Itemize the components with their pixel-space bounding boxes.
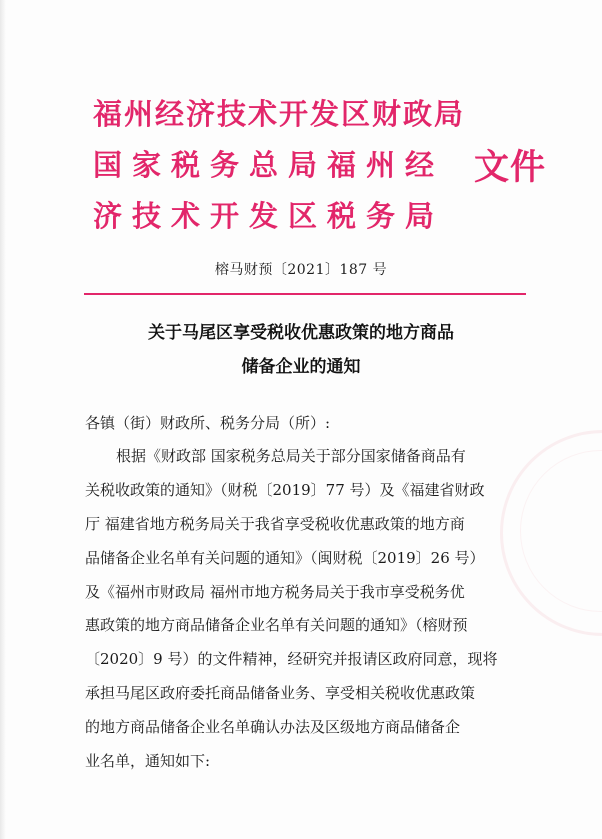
wenjian-label: 文件 xyxy=(474,148,547,188)
body-line: 的地方商品储备企业名单确认办法及区级地方商品储备企 xyxy=(85,718,461,736)
body-line: 及《福州市财政局 福州市地方税务局关于我市享受税务优 xyxy=(85,583,465,601)
body-line: 品储备企业名单有关问题的通知》（闽财税〔2019〕26 号） xyxy=(85,549,485,567)
body-line: 承担马尾区政府委托商品储备业务、享受相关税收优惠政策 xyxy=(85,684,476,702)
body-line: 业名单，通知如下: xyxy=(85,752,211,770)
document-title-line-1: 关于马尾区享受税收优惠政策的地方商品 xyxy=(148,323,454,343)
document-title-line-2: 储备企业的通知 xyxy=(241,357,361,377)
body-line: 根据《财政部 国家税务总局关于部分国家储备商品有 xyxy=(116,447,466,465)
issuer-line-3: 济技术开发区税务局 xyxy=(93,199,445,233)
body-line: 厅 福建省地方税务局关于我省享受税收优惠政策的地方商 xyxy=(85,515,465,533)
scan-edge-shadow xyxy=(0,0,6,839)
issuer-line-1: 福州经济技术开发区财政局 xyxy=(93,97,466,131)
body-line: 惠政策的地方商品储备企业名单有关问题的通知》（榕财预 xyxy=(85,616,468,634)
issuer-line-2: 国家税务总局福州经 xyxy=(93,148,445,182)
red-divider-rule xyxy=(84,293,526,295)
body-line: 〔2020〕9 号）的文件精神，经研究并报请区政府同意，现将 xyxy=(85,650,498,668)
body-line: 关税收政策的通知》（财税〔2019〕77 号）及《福建省财政 xyxy=(85,481,485,499)
document-number: 榕马财预〔2021〕187 号 xyxy=(214,262,388,278)
salutation: 各镇（街）财政所、税务分局（所）: xyxy=(85,414,331,432)
